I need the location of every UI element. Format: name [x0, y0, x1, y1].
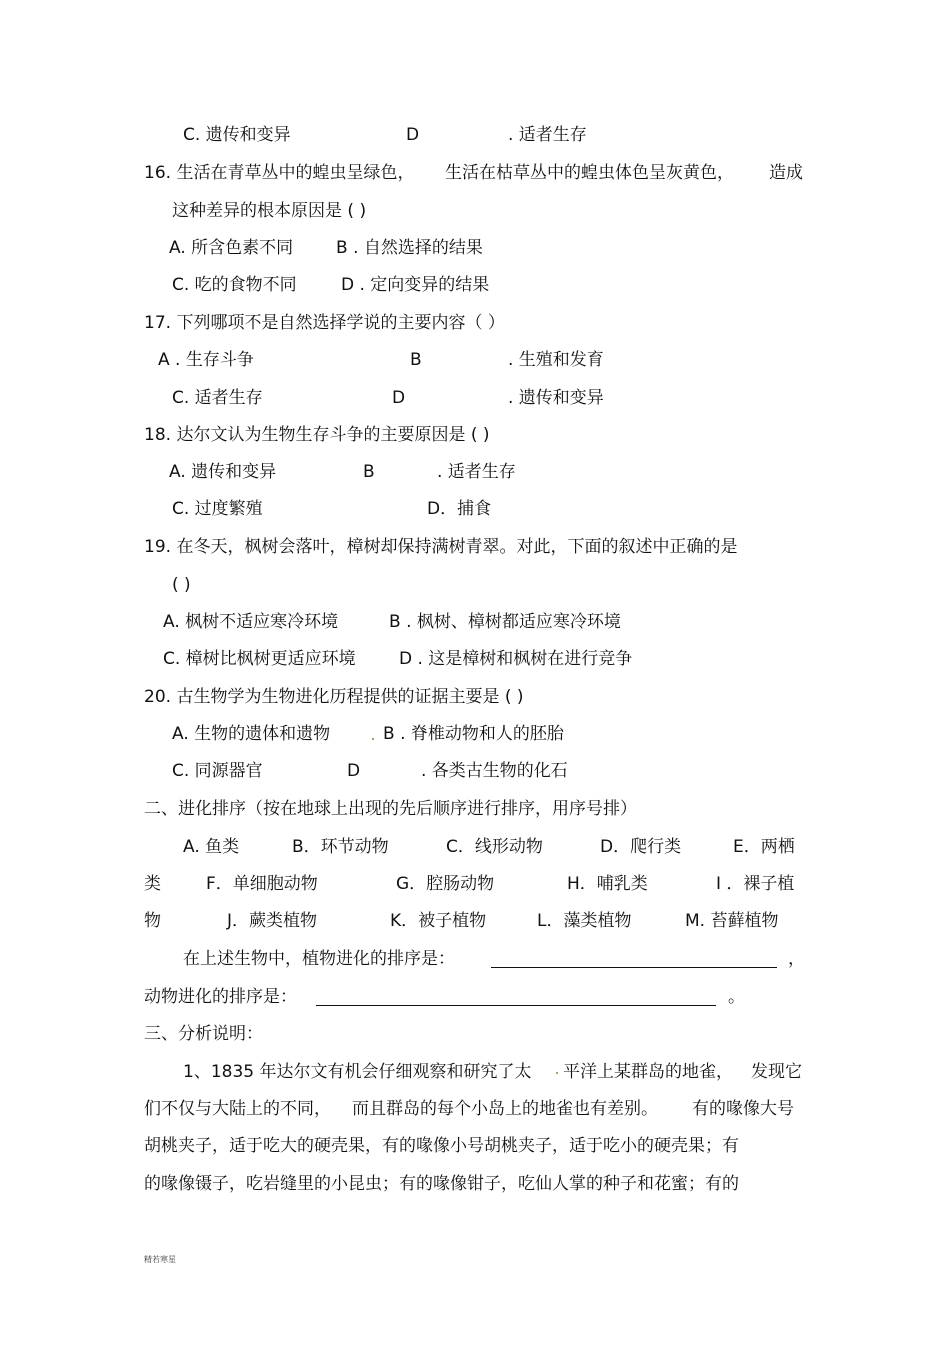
footer-note: 精若寒星: [144, 1255, 176, 1264]
q15-option-c: C. 遗传和变异: [183, 125, 291, 145]
organism-m: M. 苔藓植物: [685, 911, 779, 931]
q16-option-c: C. 吃的食物不同: [172, 275, 297, 295]
q17-option-d-text: . 遗传和变异: [508, 388, 604, 408]
plant-order-prompt: 在上述生物中，植物进化的排序是：: [183, 949, 455, 969]
q17-option-d-letter: D: [392, 388, 406, 408]
organism-g: G．腔肠动物: [396, 874, 495, 894]
stray-mark: [556, 1072, 558, 1074]
organism-l: L．藻类植物: [537, 911, 632, 931]
animal-order-blank[interactable]: [316, 1005, 716, 1006]
q18-option-c: C. 过度繁殖: [172, 499, 263, 519]
q20-stem: 20. 古生物学为生物进化历程提供的证据主要是 ( ): [144, 687, 524, 707]
organism-h: H．哺乳类: [567, 874, 648, 894]
q19-option-c: C. 樟树比枫树更适应环境: [163, 649, 356, 669]
q20-option-a: A. 生物的遗体和遗物: [172, 724, 331, 744]
organism-c: C．线形动物: [446, 837, 543, 857]
q18-option-b-letter: B: [363, 462, 375, 482]
animal-order-end: 。: [728, 987, 745, 1007]
organism-e: E．两栖: [733, 837, 795, 857]
q19-option-a: A. 枫树不适应寒冷环境: [163, 612, 339, 632]
paragraph-line-2c: 有的喙像大号: [692, 1099, 794, 1119]
paragraph-line-4: 的喙像镊子，吃岩缝里的小昆虫；有的喙像钳子，吃仙人掌的种子和花蜜；有的: [144, 1174, 739, 1194]
q16-option-d: D . 定向变异的结果: [341, 275, 490, 295]
organism-i: I ．裸子植: [716, 874, 795, 894]
paragraph-line-1a: 1、1835 年达尔文有机会仔细观察和研究了太: [183, 1062, 532, 1082]
paragraph-line-2b: 而且群岛的每个小岛上的地雀也有差别。: [352, 1099, 658, 1119]
q17-stem: 17. 下列哪项不是自然选择学说的主要内容（ ）: [144, 313, 505, 333]
organism-i-continued: 物: [144, 911, 161, 931]
plant-order-blank[interactable]: [491, 967, 777, 968]
q18-option-a: A. 遗传和变异: [169, 462, 277, 482]
stray-mark: [372, 738, 374, 740]
organism-f: F．单细胞动物: [206, 874, 318, 894]
q16-stem-part1: 16. 生活在青草丛中的蝗虫呈绿色，: [144, 163, 415, 183]
organism-e-continued: 类: [144, 874, 161, 894]
q19-stem: 19. 在冬天，枫树会落叶，樟树却保持满树青翠。对此，下面的叙述中正确的是: [144, 537, 738, 557]
q17-option-c: C. 适者生存: [172, 388, 263, 408]
q16-option-b: B . 自然选择的结果: [336, 238, 483, 258]
organism-d: D．爬行类: [600, 837, 682, 857]
animal-order-prompt: 动物进化的排序是：: [144, 987, 297, 1007]
q16-stem-part2: 生活在枯草丛中的蝗虫体色呈灰黄色，: [445, 163, 734, 183]
q19-stem-continued: ( ): [172, 575, 191, 595]
organism-k: K．被子植物: [390, 911, 487, 931]
q18-option-d: D．捕食: [427, 499, 492, 519]
q20-option-c: C. 同源器官: [172, 761, 263, 781]
q17-option-b-text: . 生殖和发育: [508, 350, 604, 370]
paragraph-line-3: 胡桃夹子，适于吃大的硬壳果，有的喙像小号胡桃夹子，适于吃小的硬壳果；有: [144, 1136, 739, 1156]
q16-stem-part3: 造成: [769, 163, 803, 183]
q18-option-b-text: . 适者生存: [437, 462, 516, 482]
q19-option-d: D . 这是樟树和枫树在进行竞争: [399, 649, 633, 669]
q15-option-d-text: . 适者生存: [508, 125, 587, 145]
q20-option-b: B . 脊椎动物和人的胚胎: [383, 724, 564, 744]
organism-j: J．蕨类植物: [227, 911, 318, 931]
organism-a: A. 鱼类: [183, 837, 240, 857]
q20-option-d-letter: D: [347, 761, 361, 781]
q18-stem: 18. 达尔文认为生物生存斗争的主要原因是 ( ): [144, 425, 490, 445]
section2-title: 二、进化排序（按在地球上出现的先后顺序进行排序，用序号排）: [144, 799, 637, 819]
q20-option-d-text: . 各类古生物的化石: [421, 761, 568, 781]
paragraph-line-2a: 们不仅与大陆上的不同，: [144, 1099, 331, 1119]
section3-title: 三、分析说明：: [144, 1024, 263, 1044]
organism-b: B．环节动物: [292, 837, 389, 857]
paragraph-line-1b: 平洋上某群岛的地雀，: [563, 1062, 733, 1082]
plant-order-end: ，: [788, 949, 805, 969]
q19-option-b: B . 枫树、樟树都适应寒冷环境: [389, 612, 621, 632]
q17-option-a: A . 生存斗争: [158, 350, 254, 370]
q16-option-a: A. 所含色素不同: [169, 238, 294, 258]
q16-stem-continued: 这种差异的根本原因是 ( ): [172, 201, 367, 221]
q15-option-d-letter: D: [406, 125, 420, 145]
paragraph-line-1c: 发现它: [751, 1062, 802, 1082]
q17-option-b-letter: B: [410, 350, 422, 370]
